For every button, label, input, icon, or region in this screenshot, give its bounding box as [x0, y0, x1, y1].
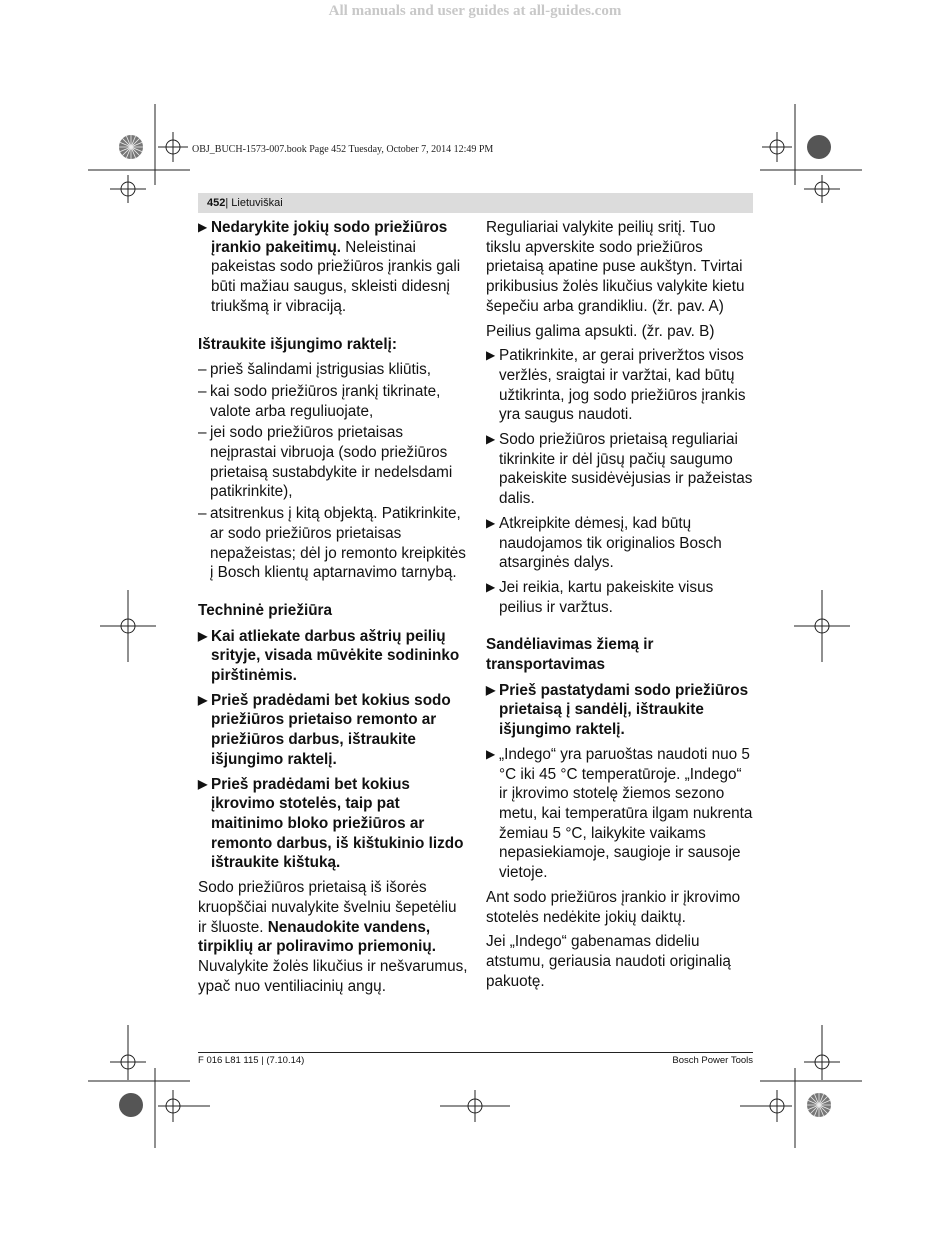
registration-target-top-right — [762, 132, 792, 162]
bullet-item: ▶ „Indego“ yra paruoštas naudoti nuo 5 °C iki 45 °C temperatūroje. „Indego“ ir įkrovimo stotelę žiemos sezono metu, kai temperatūra ilgam nukrenta žemiau 5 °C, laikykite vaikams nepasiekiamoje, saugioje ir sausoje vietoje. — [486, 745, 753, 882]
registration-target-mid-right — [794, 590, 850, 662]
registration-target-mid-left — [100, 590, 156, 662]
dash-item: – jei sodo priežiūros prietaisas neįprastai vibruoja (sodo priežiūros prietaisą sustabdykite ir nedelsdami patikrinkite), — [198, 424, 453, 501]
registration-target-upper-right — [804, 175, 840, 203]
right-column — [486, 218, 754, 996]
bullet-item: ▶ Sodo priežiūros prietaisą reguliariai tikrinkite ir dėl jūsų pačių saugumo pakeiskite susidėvėjusias ir pažeistas dalis. — [486, 431, 753, 508]
star-target-bottom-right — [807, 1093, 831, 1117]
star-target-top-left — [119, 135, 143, 159]
section-heading-key: Ištraukite išjungimo raktelį: — [198, 335, 397, 353]
warning-bullet: ▶ Prieš pradėdami bet kokius įkrovimo stotelės, taip pat maitinimo bloko priežiūros ar remonto darbus, iš kištukinio lizdo ištraukite kištuką. — [198, 775, 464, 872]
bullet-item: ▶ Atkreipkite dėmesį, kad būtų naudojamos tik originalios Bosch atsarginės dalys. — [486, 514, 722, 572]
warning-bullet: ▶ Nedarykite jokių sodo priežiūros įrankio pakeitimų. Neleistinai pakeistas sodo priežiūros įrankis gali būti mažiau saugus, skleisti didesnį triukšmą ir vibraciją. — [198, 219, 461, 315]
dash-item: – kai sodo priežiūros įrankį tikrinate, valote arba reguliuojate, — [198, 382, 441, 420]
registration-target-bottom-center — [440, 1090, 510, 1122]
warning-bullet: ▶ Prieš pastatydami sodo priežiūros prietaisą į sandėlį, ištraukite išjungimo raktelį. — [486, 681, 749, 739]
watermark: All manuals and user guides at all-guides.com — [328, 3, 622, 19]
section-heading-storage: Sandėliavimas žiemą ir transportavimas — [486, 636, 654, 674]
cleaning-paragraph: Sodo priežiūros prietaisą iš išorės kruopščiai nuvalykite švelniu šepetėliu ir šluoste. Nenaudokite vandens, tirpiklių ar poliravimo priemonių. Nuvalykite žolės likučius ir nešvarumus, ypač nuo ventiliacinių angų. — [198, 879, 468, 995]
registration-target-upper-left — [110, 175, 146, 203]
book-info-line: OBJ_BUCH-1573-007.book Page 452 Tuesday, October 7, 2014 12:49 PM — [192, 144, 494, 155]
section-heading-maintenance: Techninė priežiūra — [198, 601, 333, 619]
page-header — [198, 193, 753, 213]
dash-item: – prieš šalindami įstrigusias kliūtis, — [198, 361, 432, 379]
registration-target-bottom-right — [740, 1090, 792, 1122]
left-column — [198, 218, 468, 1001]
bullet-item: ▶ Jei reikia, kartu pakeiskite visus peilius ir varžtus. — [486, 578, 714, 616]
paragraph: Peilius galima apsukti. (žr. pav. B) — [486, 322, 715, 340]
solid-disc-bottom-left — [119, 1093, 143, 1117]
registration-target-lower-left — [110, 1025, 146, 1080]
paragraph: Ant sodo priežiūros įrankio ir įkrovimo stotelės nedėkite jokių daiktų. — [486, 888, 741, 926]
solid-disc-top-right — [807, 135, 831, 159]
warning-bullet: ▶ Kai atliekate darbus aštrių peilių srityje, visada mūvėkite sodininko pirštinėmis. — [198, 627, 460, 685]
bullet-marker-icon: ▶ — [198, 220, 208, 234]
registration-target-lower-right — [804, 1025, 840, 1080]
bullet-item: ▶ Patikrinkite, ar gerai priveržtos visos veržlės, sraigtai ir varžtai, kad būtų užtikrinta, jog sodo priežiūros įrankis yra saugus naudoti. — [486, 347, 746, 424]
section-name: | Lietuviškai — [225, 197, 283, 209]
footer-rule — [198, 1052, 753, 1053]
footer-brand: Bosch Power Tools — [672, 1055, 753, 1066]
paragraph: Jei „Indego“ gabenamas dideliu atstumu, geriausia naudoti originalią pakuotę. — [486, 933, 731, 990]
registration-target-bottom-left — [158, 1090, 210, 1122]
registration-target-top-left — [158, 132, 188, 162]
dash-item: – atsitrenkus į kitą objektą. Patikrinkite, ar sodo priežiūros prietaisas nepažeistas; dėl jo remonto kreipkitės į Bosch klientų aptarnavimo tarnybą. — [198, 505, 466, 582]
paragraph: Reguliariai valykite peilių sritį. Tuo tikslu apverskite sodo priežiūros prietaisą apatine puse aukštyn. Tvirtai prikibusius žolės likučius valykite kietu šepečiu arba grandikliu. (žr. pav. A) — [486, 219, 745, 315]
warning-bullet: ▶ Prieš pradėdami bet kokius sodo priežiūros prietaiso remonto ar priežiūros darbus, ištraukite išjungimo raktelį. — [198, 691, 451, 768]
footer-doc-code: F 016 L81 115 | (7.10.14) — [198, 1055, 305, 1066]
page-number: 452 — [207, 197, 226, 209]
